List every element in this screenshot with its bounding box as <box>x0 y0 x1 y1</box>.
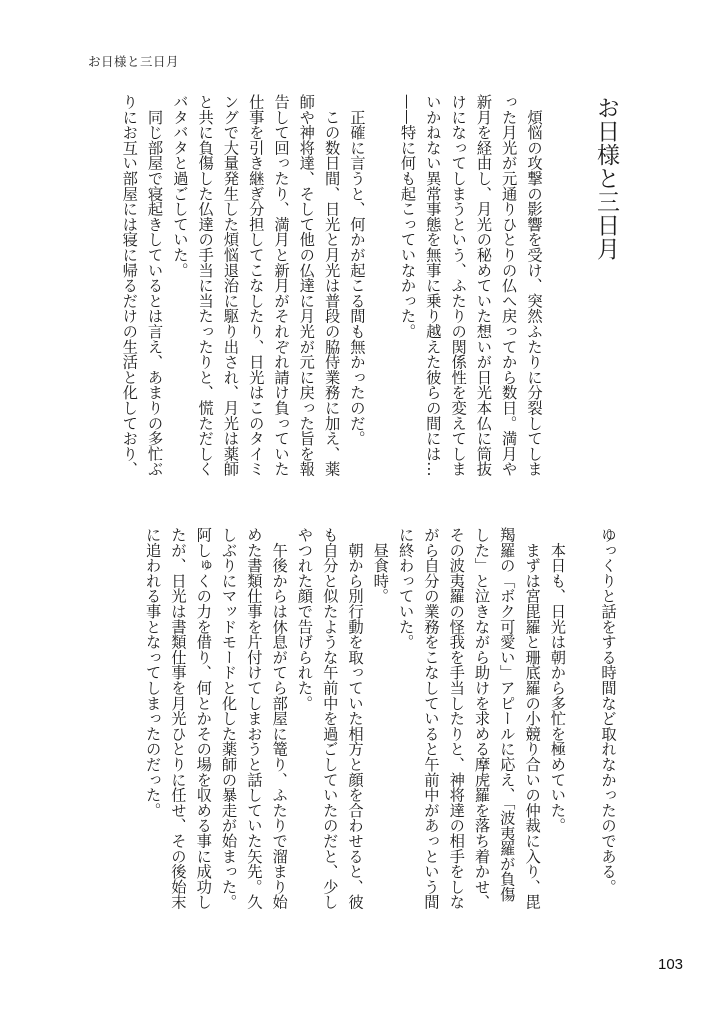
text-line: に終わっていた。 <box>396 527 415 650</box>
text-line: 朝から別行動を取っていた相方と顔を合わせると、彼 <box>346 527 365 910</box>
chapter-title: お日様と三日月 <box>593 96 619 261</box>
text-line: に追われる事となってしまったのだった。 <box>143 527 162 818</box>
text-line: ゆっくりと話をする時間など取れなかったのである。 <box>599 527 617 895</box>
text-line: 正確に言うと、何かが起こる間も無かったのだ。 <box>347 94 366 446</box>
text-line: ングで大量発生した煩悩退治に駆り出され、月光は薬師 <box>221 94 240 477</box>
text-line: 煩悩の攻撃の影響を受け、突然ふたりに分裂してしま <box>525 94 543 477</box>
text-line: 阿しゅくの力を借り、何とかその場を収める事に成功し <box>194 527 213 910</box>
text-line: しぶりにマッドモードと化した薬師の暴走が始まった。 <box>219 527 238 910</box>
page-number: 103 <box>658 956 684 973</box>
running-head: お日様と三日月 <box>88 54 180 69</box>
text-line: がら自分の業務をこなしていると午前中があっという間 <box>421 527 440 910</box>
text-line: 羯羅の「ボク可愛い」アピールに応え、「波夷羅が負傷 <box>497 527 516 902</box>
text-line: 師や神将達、そして他の仏達に月光が元に戻った旨を報 <box>297 94 316 477</box>
text-line: やつれた顔で告げられた。 <box>295 527 314 711</box>
text-line: した」と泣きながら助けを求める摩虎羅を落ち着かせ、 <box>472 527 491 910</box>
text-line: りにお互い部屋には寝に帰るだけの生活と化しており、 <box>120 94 139 477</box>
text-line: った月光が元通りひとりの仏へ戻ってから数日。満月や <box>499 94 518 477</box>
text-line: 本日も、日光は朝から多忙を極めていた。 <box>548 527 567 833</box>
text-line: たが、日光は書類仕事を月光ひとりに任せ、その後始末 <box>168 527 187 910</box>
body-text-top <box>115 94 546 484</box>
text-line: まずは宮毘羅と珊底羅の小競り合いの仲裁に入り、毘 <box>523 527 542 910</box>
text-line: めた書類仕事を片付けてしまおうと話していた矢先。久 <box>244 527 263 910</box>
text-line: いかねない異常事態を無事に乗り越えた彼らの間には… <box>423 94 442 477</box>
text-line <box>369 94 394 477</box>
text-line: バタバタと過ごしていた。 <box>170 94 189 278</box>
text-line: ——特に何も起こっていなかった。 <box>398 94 417 339</box>
text-line: この数日間、日光と月光は普段の脇侍業務に加え、薬 <box>322 94 341 477</box>
text-line <box>569 527 594 910</box>
text-line: 同じ部屋で寝起きしているとは言え、あまりの多忙ぶ <box>145 94 164 477</box>
text-line: 告して回ったり、満月と新月がそれぞれ請け負っていた <box>272 94 291 477</box>
text-line: と共に負傷した仏達の手当に当たったりと、慌ただしく <box>196 94 215 477</box>
text-line: 午後からは休息がてら部屋に篭り、ふたりで溜まり始 <box>270 527 289 910</box>
text-line: その波夷羅の怪我を手当したりと、神将達の相手をしな <box>447 527 466 910</box>
body-text-bottom <box>114 527 620 917</box>
text-line: けになってしまうという、ふたりの関係性を変えてしま <box>449 94 468 477</box>
text-line: 新月を経由し、月光の秘めていた想いが日光本仏に筒抜 <box>474 94 493 477</box>
text-line: も自分と似たような午前中を過ごしていたのだと、少し <box>320 527 339 910</box>
text-line: 昼食時。 <box>371 527 390 604</box>
text-line: 仕事を引き継ぎ分担してこなしたり、日光はこのタイミ <box>246 94 265 477</box>
